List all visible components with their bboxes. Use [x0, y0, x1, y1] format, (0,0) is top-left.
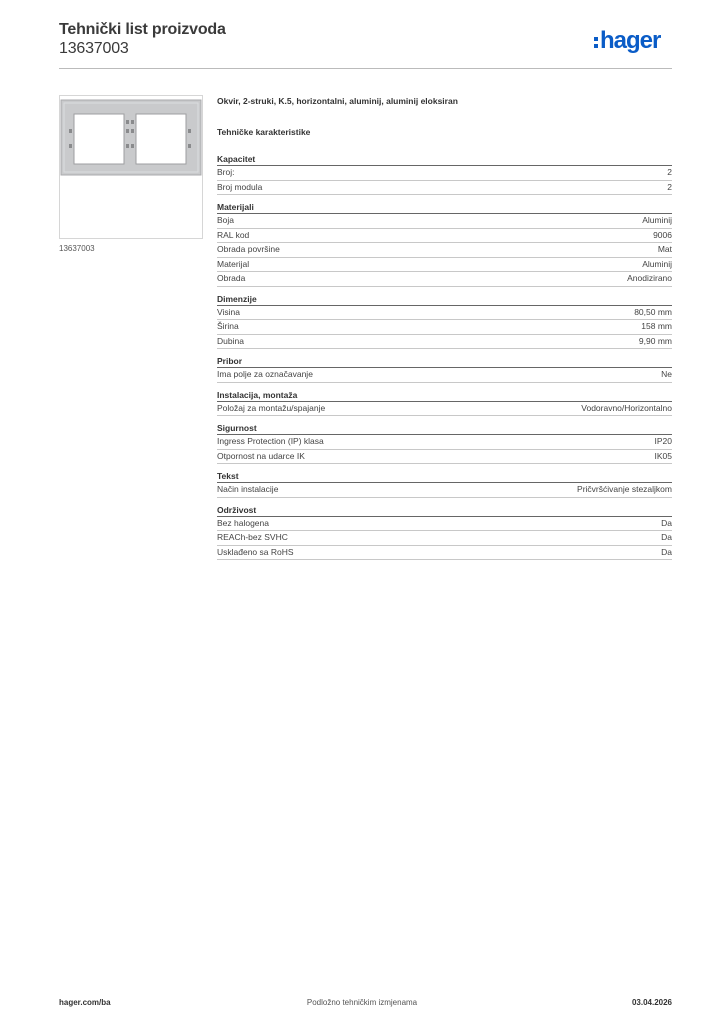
spec-value: 80,50 mm	[634, 306, 672, 317]
spec-groups	[217, 153, 672, 560]
spec-value: IK05	[654, 450, 672, 461]
spec-value: 2	[667, 167, 672, 177]
two-gang-frame-image	[60, 96, 202, 238]
hager-logo	[594, 28, 660, 54]
spec-value: Ne	[661, 369, 672, 379]
spec-group-title: Kapacitet	[217, 153, 672, 166]
spec-value: Da	[661, 517, 672, 528]
spec-value: Da	[661, 532, 672, 542]
document-header	[59, 20, 226, 58]
spec-row	[217, 243, 672, 258]
spec-group-title: Dimenzije	[217, 293, 672, 306]
spec-value: IP20	[654, 436, 672, 446]
spec-label: Usklađeno sa RoHS	[217, 546, 294, 557]
spec-row	[217, 214, 672, 229]
spec-label: REACh-bez SVHC	[217, 532, 288, 542]
spec-value: Aluminij	[642, 258, 672, 269]
spec-value: 2	[667, 181, 672, 192]
spec-group	[217, 422, 672, 464]
spec-group	[217, 153, 672, 195]
logo-colon-icon	[594, 37, 598, 48]
spec-row	[217, 306, 672, 321]
spec-row	[217, 531, 672, 546]
spec-group-title: Materijali	[217, 201, 672, 214]
spec-group	[217, 293, 672, 350]
spec-label: Broj modula	[217, 181, 263, 192]
spec-group-title: Pribor	[217, 355, 672, 368]
spec-value: 9,90 mm	[638, 335, 672, 346]
logo-text: hager	[600, 27, 661, 54]
spec-row	[217, 546, 672, 561]
spec-label: Širina	[217, 321, 239, 331]
spec-row	[217, 335, 672, 350]
spec-value: Vodoravno/Horizontalno	[581, 402, 672, 413]
spec-label: Broj:	[217, 167, 235, 177]
spec-label: Dubina	[217, 335, 244, 346]
spec-label: Materijal	[217, 258, 250, 269]
spec-row	[217, 402, 672, 417]
spec-row	[217, 229, 672, 244]
spec-group	[217, 201, 672, 287]
spec-value: 158 mm	[641, 321, 672, 331]
spec-group	[217, 355, 672, 383]
spec-group	[217, 504, 672, 561]
spec-row	[217, 483, 672, 498]
spec-row	[217, 272, 672, 287]
spec-value: 9006	[653, 229, 672, 240]
header-divider	[59, 68, 672, 69]
spec-row	[217, 517, 672, 532]
spec-content	[217, 96, 672, 566]
spec-row	[217, 181, 672, 196]
spec-group	[217, 470, 672, 498]
spec-group-title: Sigurnost	[217, 422, 672, 435]
spec-value: Mat	[657, 244, 672, 254]
spec-group-title: Tekst	[217, 470, 672, 483]
spec-row	[217, 166, 672, 181]
footer-website: hager.com/ba	[59, 998, 111, 1007]
spec-value: Pričvršćivanje stezaljkom	[577, 484, 672, 494]
product-image	[59, 95, 203, 239]
spec-label: Bez halogena	[217, 517, 269, 528]
spec-group-title: Instalacija, montaža	[217, 389, 672, 402]
spec-label: Obrada	[217, 273, 246, 283]
spec-label: Ima polje za označavanje	[217, 369, 313, 379]
spec-group-title: Održivost	[217, 504, 672, 517]
product-code: 13637003	[59, 244, 95, 253]
spec-label: Obrada površine	[217, 244, 280, 254]
spec-label: Način instalacije	[217, 484, 279, 494]
spec-row	[217, 320, 672, 335]
spec-row	[217, 258, 672, 273]
spec-label: Visina	[217, 306, 240, 317]
spec-value: Da	[661, 546, 672, 557]
spec-row	[217, 368, 672, 383]
spec-label: RAL kod	[217, 229, 250, 240]
document-number: 13637003	[59, 40, 129, 57]
section-title: Tehničke karakteristike	[217, 127, 311, 137]
spec-row	[217, 435, 672, 450]
spec-group	[217, 389, 672, 417]
footer-date: 03.04.2026	[631, 998, 672, 1007]
spec-row	[217, 450, 672, 465]
product-description: Okvir, 2-struki, K.5, horizontalni, aluminij, aluminij eloksiran	[217, 96, 458, 106]
document-title: Tehnički list proizvoda	[59, 21, 226, 38]
spec-label: Boja	[217, 215, 235, 225]
spec-label: Otpornost na udarce IK	[217, 450, 305, 461]
spec-value: Aluminij	[642, 215, 672, 225]
spec-label: Ingress Protection (IP) klasa	[217, 436, 324, 446]
spec-label: Položaj za montažu/spajanje	[217, 402, 326, 413]
spec-value: Anodizirano	[627, 273, 672, 283]
footer-notice: Podložno tehničkim izmjenama	[306, 998, 418, 1007]
